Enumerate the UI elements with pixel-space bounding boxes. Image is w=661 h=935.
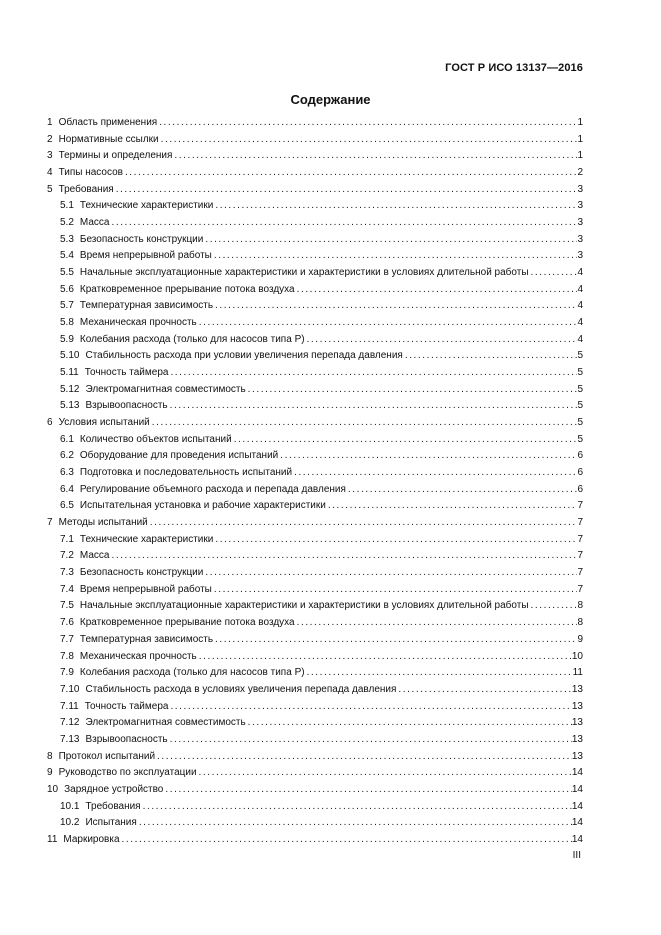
toc-entry[interactable] — [47, 832, 583, 849]
toc-entry-number: 3 — [47, 150, 53, 162]
toc-entry-number: 5.7 — [60, 300, 74, 312]
toc-entry-title: Зарядное устройство — [64, 783, 164, 795]
toc-entry-number: 5.10 — [60, 350, 80, 362]
toc-entry-page: 1 — [577, 133, 583, 145]
toc-dot-leader — [161, 132, 578, 149]
toc-entry-page: 11 — [572, 667, 583, 679]
toc-dot-leader — [170, 732, 572, 749]
toc-entry-title: Оборудование для проведения испытаний — [79, 450, 279, 462]
toc-entry-title: Испытания — [85, 817, 137, 829]
toc-entry-page: 7 — [577, 517, 583, 529]
toc-entry[interactable] — [47, 348, 583, 365]
toc-entry-page: 10 — [571, 650, 583, 662]
toc-entry-page: 13 — [571, 750, 583, 762]
toc-entry-number: 5.3 — [60, 233, 74, 245]
toc-entry-title: Маркировка — [63, 833, 120, 845]
toc-entry-number: 7.8 — [60, 650, 74, 662]
toc-entry[interactable] — [47, 749, 583, 766]
toc-dot-leader — [205, 565, 577, 582]
toc-dot-leader — [234, 432, 578, 449]
toc-dot-leader — [170, 398, 578, 415]
toc-entry-title: Начальные эксплуатационные характеристики и характеристики в условиях длительной работы — [79, 600, 529, 612]
toc-entry-page: 14 — [571, 783, 583, 795]
toc-entry[interactable] — [47, 665, 583, 682]
toc-entry[interactable] — [47, 515, 583, 532]
toc-entry[interactable] — [47, 365, 583, 382]
toc-dot-leader — [328, 498, 578, 515]
toc-entry[interactable] — [47, 165, 583, 182]
toc-entry[interactable] — [47, 715, 583, 732]
toc-entry-title: Колебания расхода (только для насосов типа Р) — [79, 333, 305, 345]
toc-entry-page: 5 — [577, 350, 583, 362]
toc-dot-leader — [170, 365, 577, 382]
toc-dot-leader — [111, 215, 577, 232]
toc-dot-leader — [199, 765, 572, 782]
toc-entry-number: 5.12 — [60, 383, 80, 395]
toc-entry-number: 7.5 — [60, 600, 74, 612]
toc-dot-leader — [170, 699, 571, 716]
toc-entry-page: 13 — [571, 733, 583, 745]
toc-entry[interactable] — [47, 548, 583, 565]
toc-entry-number: 11 — [47, 833, 58, 845]
toc-entry-title: Технические характеристики — [79, 533, 214, 545]
toc-entry[interactable] — [47, 765, 583, 782]
toc-entry[interactable] — [47, 532, 583, 549]
toc-entry-title: Требования — [58, 183, 114, 195]
toc-entry-number: 5.13 — [60, 400, 80, 412]
toc-entry-title: Безопасность конструкции — [79, 233, 204, 245]
toc-entry[interactable] — [47, 298, 583, 315]
toc-entry-number: 6.1 — [60, 433, 74, 445]
toc-dot-leader — [139, 815, 572, 832]
toc-dot-leader — [297, 615, 578, 632]
toc-entry-page: 3 — [577, 200, 583, 212]
toc-entry-number: 6.5 — [60, 500, 74, 512]
toc-dot-leader — [122, 832, 572, 849]
toc-dot-leader — [199, 315, 578, 332]
toc-entry-page: 7 — [577, 533, 583, 545]
toc-entry-number: 7.7 — [60, 633, 74, 645]
toc-entry-title: Температурная зависимость — [79, 633, 214, 645]
toc-dot-leader — [248, 715, 572, 732]
toc-entry[interactable] — [47, 382, 583, 399]
toc-entry[interactable] — [47, 582, 583, 599]
toc-entry[interactable] — [47, 282, 583, 299]
toc-entry-number: 7.4 — [60, 583, 74, 595]
toc-entry-number: 6 — [47, 417, 53, 429]
toc-entry-number: 7.12 — [60, 717, 80, 729]
toc-entry-page: 7 — [577, 550, 583, 562]
toc-entry-page: 1 — [577, 150, 583, 162]
document-standard-header: ГОСТ Р ИСО 13137—2016 — [445, 62, 583, 74]
toc-entry-page: 8 — [577, 600, 583, 612]
toc-entry-page: 14 — [571, 817, 583, 829]
toc-entry-number: 6.2 — [60, 450, 74, 462]
toc-entry[interactable] — [47, 732, 583, 749]
toc-entry[interactable] — [47, 415, 583, 432]
toc-entry-page: 7 — [577, 583, 583, 595]
toc-entry[interactable] — [47, 699, 583, 716]
toc-dot-leader — [174, 148, 577, 165]
toc-entry-title: Механическая прочность — [79, 317, 197, 329]
toc-entry-number: 1 — [47, 117, 53, 128]
toc-entry-page: 1 — [577, 117, 583, 128]
toc-entry[interactable] — [47, 198, 583, 215]
toc-entry[interactable] — [47, 815, 583, 832]
toc-dot-leader — [215, 632, 577, 649]
toc-entry-title: Температурная зависимость — [79, 300, 214, 312]
toc-entry[interactable] — [47, 432, 583, 449]
toc-entry[interactable] — [47, 248, 583, 265]
toc-entry[interactable] — [47, 398, 583, 415]
toc-entry-page: 9 — [577, 633, 583, 645]
toc-entry-page: 6 — [577, 450, 583, 462]
toc-entry[interactable] — [47, 799, 583, 816]
toc-entry-number: 5 — [47, 183, 53, 195]
toc-dot-leader — [307, 332, 578, 349]
toc-entry-title: Количество объектов испытаний — [79, 433, 232, 445]
toc-entry-page: 4 — [577, 283, 583, 295]
toc-entry[interactable] — [47, 215, 583, 232]
toc-entry-title: Электромагнитная совместимость — [85, 717, 246, 729]
toc-entry[interactable] — [47, 615, 583, 632]
toc-entry-number: 7.11 — [60, 700, 79, 712]
toc-entry-title: Колебания расхода (только для насосов типа Р) — [79, 667, 305, 679]
toc-entry[interactable] — [47, 465, 583, 482]
toc-entry-title: Стабильность расхода при условии увеличения перепада давления — [85, 350, 403, 362]
toc-entry-title: Протокол испытаний — [58, 750, 156, 762]
toc-entry-title: Технические характеристики — [79, 200, 214, 212]
toc-entry-number: 5.2 — [60, 217, 74, 229]
toc-entry[interactable] — [47, 498, 583, 515]
toc-entry-title: Кратковременное прерывание потока воздуха — [79, 617, 295, 629]
toc-entry-number: 5.1 — [60, 200, 74, 212]
table-of-contents — [47, 115, 583, 849]
toc-entry-page: 5 — [577, 383, 583, 395]
toc-entry[interactable] — [47, 649, 583, 666]
toc-entry-page: 5 — [577, 367, 583, 379]
toc-entry-number: 7.3 — [60, 567, 74, 579]
toc-entry-title: Начальные эксплуатационные характеристики и характеристики в условиях длительной работы — [79, 267, 529, 279]
toc-dot-leader — [348, 482, 578, 499]
toc-dot-leader — [215, 198, 577, 215]
toc-dot-leader — [214, 582, 578, 599]
toc-entry-number: 5.4 — [60, 250, 74, 262]
toc-entry-title: Безопасность конструкции — [79, 567, 204, 579]
toc-entry-page: 13 — [571, 700, 583, 712]
toc-entry-page: 6 — [577, 483, 583, 495]
toc-dot-leader — [248, 382, 578, 399]
toc-entry-number: 5.5 — [60, 267, 74, 279]
toc-entry-number: 7.6 — [60, 617, 74, 629]
toc-entry[interactable] — [47, 232, 583, 249]
page-number: III — [572, 850, 581, 861]
toc-entry-page: 7 — [577, 500, 583, 512]
toc-entry-page: 3 — [577, 217, 583, 229]
toc-entry-title: Условия испытаний — [58, 417, 150, 429]
toc-entry-number: 2 — [47, 133, 53, 145]
toc-entry-title: Механическая прочность — [79, 650, 197, 662]
toc-entry-number: 10 — [47, 783, 59, 795]
toc-entry-number: 7.10 — [60, 683, 80, 695]
toc-entry-title: Взрывоопасность — [85, 400, 168, 412]
toc-dot-leader — [398, 682, 571, 699]
toc-entry[interactable] — [47, 315, 583, 332]
toc-entry-title: Время непрерывной работы — [79, 583, 212, 595]
toc-dot-leader — [152, 415, 578, 432]
toc-entry[interactable] — [47, 148, 583, 165]
toc-dot-leader — [280, 448, 577, 465]
toc-dot-leader — [125, 165, 577, 182]
toc-entry-title: Термины и определения — [58, 150, 173, 162]
toc-entry-page: 4 — [577, 333, 583, 345]
toc-entry-page: 4 — [577, 300, 583, 312]
toc-dot-leader — [294, 465, 577, 482]
toc-entry-number: 5.8 — [60, 317, 74, 329]
toc-entry-number: 6.3 — [60, 467, 74, 479]
toc-entry-number: 5.6 — [60, 283, 74, 295]
toc-entry-number: 4 — [47, 167, 53, 179]
toc-entry-title: Стабильность расхода в условиях увеличения перепада давления — [85, 683, 397, 695]
toc-entry-page: 5 — [577, 433, 583, 445]
toc-entry-title: Требования — [85, 800, 141, 812]
toc-entry-title: Время непрерывной работы — [79, 250, 212, 262]
toc-entry-number: 8 — [47, 750, 53, 762]
toc-entry[interactable] — [47, 448, 583, 465]
toc-entry[interactable] — [47, 265, 583, 282]
toc-dot-leader — [214, 248, 578, 265]
toc-entry[interactable] — [47, 132, 583, 149]
toc-entry[interactable] — [47, 482, 583, 499]
toc-entry-title: Методы испытаний — [58, 517, 148, 529]
toc-entry-page: 4 — [577, 317, 583, 329]
toc-dot-leader — [307, 665, 573, 682]
toc-dot-leader — [199, 649, 572, 666]
toc-dot-leader — [116, 182, 578, 199]
toc-dot-leader — [531, 265, 578, 282]
toc-entry-page: 4 — [577, 267, 583, 279]
toc-dot-leader — [159, 115, 577, 132]
toc-entry-number: 7.2 — [60, 550, 74, 562]
toc-entry-page: 14 — [571, 800, 583, 812]
toc-dot-leader — [165, 782, 572, 799]
toc-entry-title: Руководство по эксплуатации — [58, 767, 197, 779]
toc-entry-number: 7.1 — [60, 533, 74, 545]
toc-entry[interactable] — [47, 682, 583, 699]
toc-entry-page: 14 — [571, 767, 583, 779]
toc-title: Содержание — [290, 92, 371, 107]
toc-entry[interactable] — [47, 632, 583, 649]
toc-entry-page: 8 — [577, 617, 583, 629]
toc-entry-number: 9 — [47, 767, 53, 779]
toc-entry-title: Подготовка и последовательность испытаний — [79, 467, 293, 479]
toc-entry-title: Точность таймера — [84, 367, 169, 379]
toc-dot-leader — [405, 348, 578, 365]
toc-entry-page: 13 — [571, 717, 583, 729]
toc-entry[interactable] — [47, 565, 583, 582]
toc-entry-title: Взрывоопасность — [85, 733, 168, 745]
toc-dot-leader — [157, 749, 572, 766]
toc-entry[interactable] — [47, 332, 583, 349]
toc-dot-leader — [111, 548, 577, 565]
toc-entry-number: 10.2 — [60, 817, 80, 829]
toc-dot-leader — [531, 598, 578, 615]
toc-entry-number: 7.13 — [60, 733, 80, 745]
toc-entry-number: 5.9 — [60, 333, 74, 345]
toc-entry[interactable] — [47, 115, 583, 132]
toc-entry-title: Масса — [79, 550, 110, 562]
toc-dot-leader — [150, 515, 578, 532]
toc-entry[interactable] — [47, 782, 583, 799]
toc-entry-title: Точность таймера — [84, 700, 169, 712]
toc-entry-page: 2 — [577, 167, 583, 179]
toc-dot-leader — [215, 532, 577, 549]
toc-dot-leader — [297, 282, 578, 299]
toc-entry-page: 5 — [577, 400, 583, 412]
toc-entry-title: Испытательная установка и рабочие характеристики — [79, 500, 326, 512]
toc-entry-title: Типы насосов — [58, 167, 123, 179]
toc-entry-title: Область применения — [58, 117, 158, 128]
toc-entry-number: 5.11 — [60, 367, 79, 379]
toc-entry-page: 3 — [577, 250, 583, 262]
toc-dot-leader — [143, 799, 572, 816]
toc-entry-page: 3 — [577, 233, 583, 245]
toc-entry-page: 7 — [577, 567, 583, 579]
toc-entry-title: Электромагнитная совместимость — [85, 383, 246, 395]
toc-entry-number: 7.9 — [60, 667, 74, 679]
toc-entry-page: 5 — [577, 417, 583, 429]
toc-entry[interactable] — [47, 598, 583, 615]
toc-entry-title: Нормативные ссылки — [58, 133, 159, 145]
toc-entry-title: Масса — [79, 217, 110, 229]
toc-entry-number: 10.1 — [60, 800, 80, 812]
toc-entry-title: Регулирование объемного расхода и перепада давления — [79, 483, 346, 495]
toc-entry-number: 6.4 — [60, 483, 74, 495]
toc-entry-page: 6 — [577, 467, 583, 479]
toc-entry[interactable] — [47, 182, 583, 199]
toc-dot-leader — [205, 232, 577, 249]
toc-entry-number: 7 — [47, 517, 53, 529]
toc-entry-page: 14 — [571, 833, 583, 845]
toc-entry-title: Кратковременное прерывание потока воздуха — [79, 283, 295, 295]
toc-dot-leader — [215, 298, 577, 315]
toc-entry-page: 13 — [571, 683, 583, 695]
toc-entry-page: 3 — [577, 183, 583, 195]
